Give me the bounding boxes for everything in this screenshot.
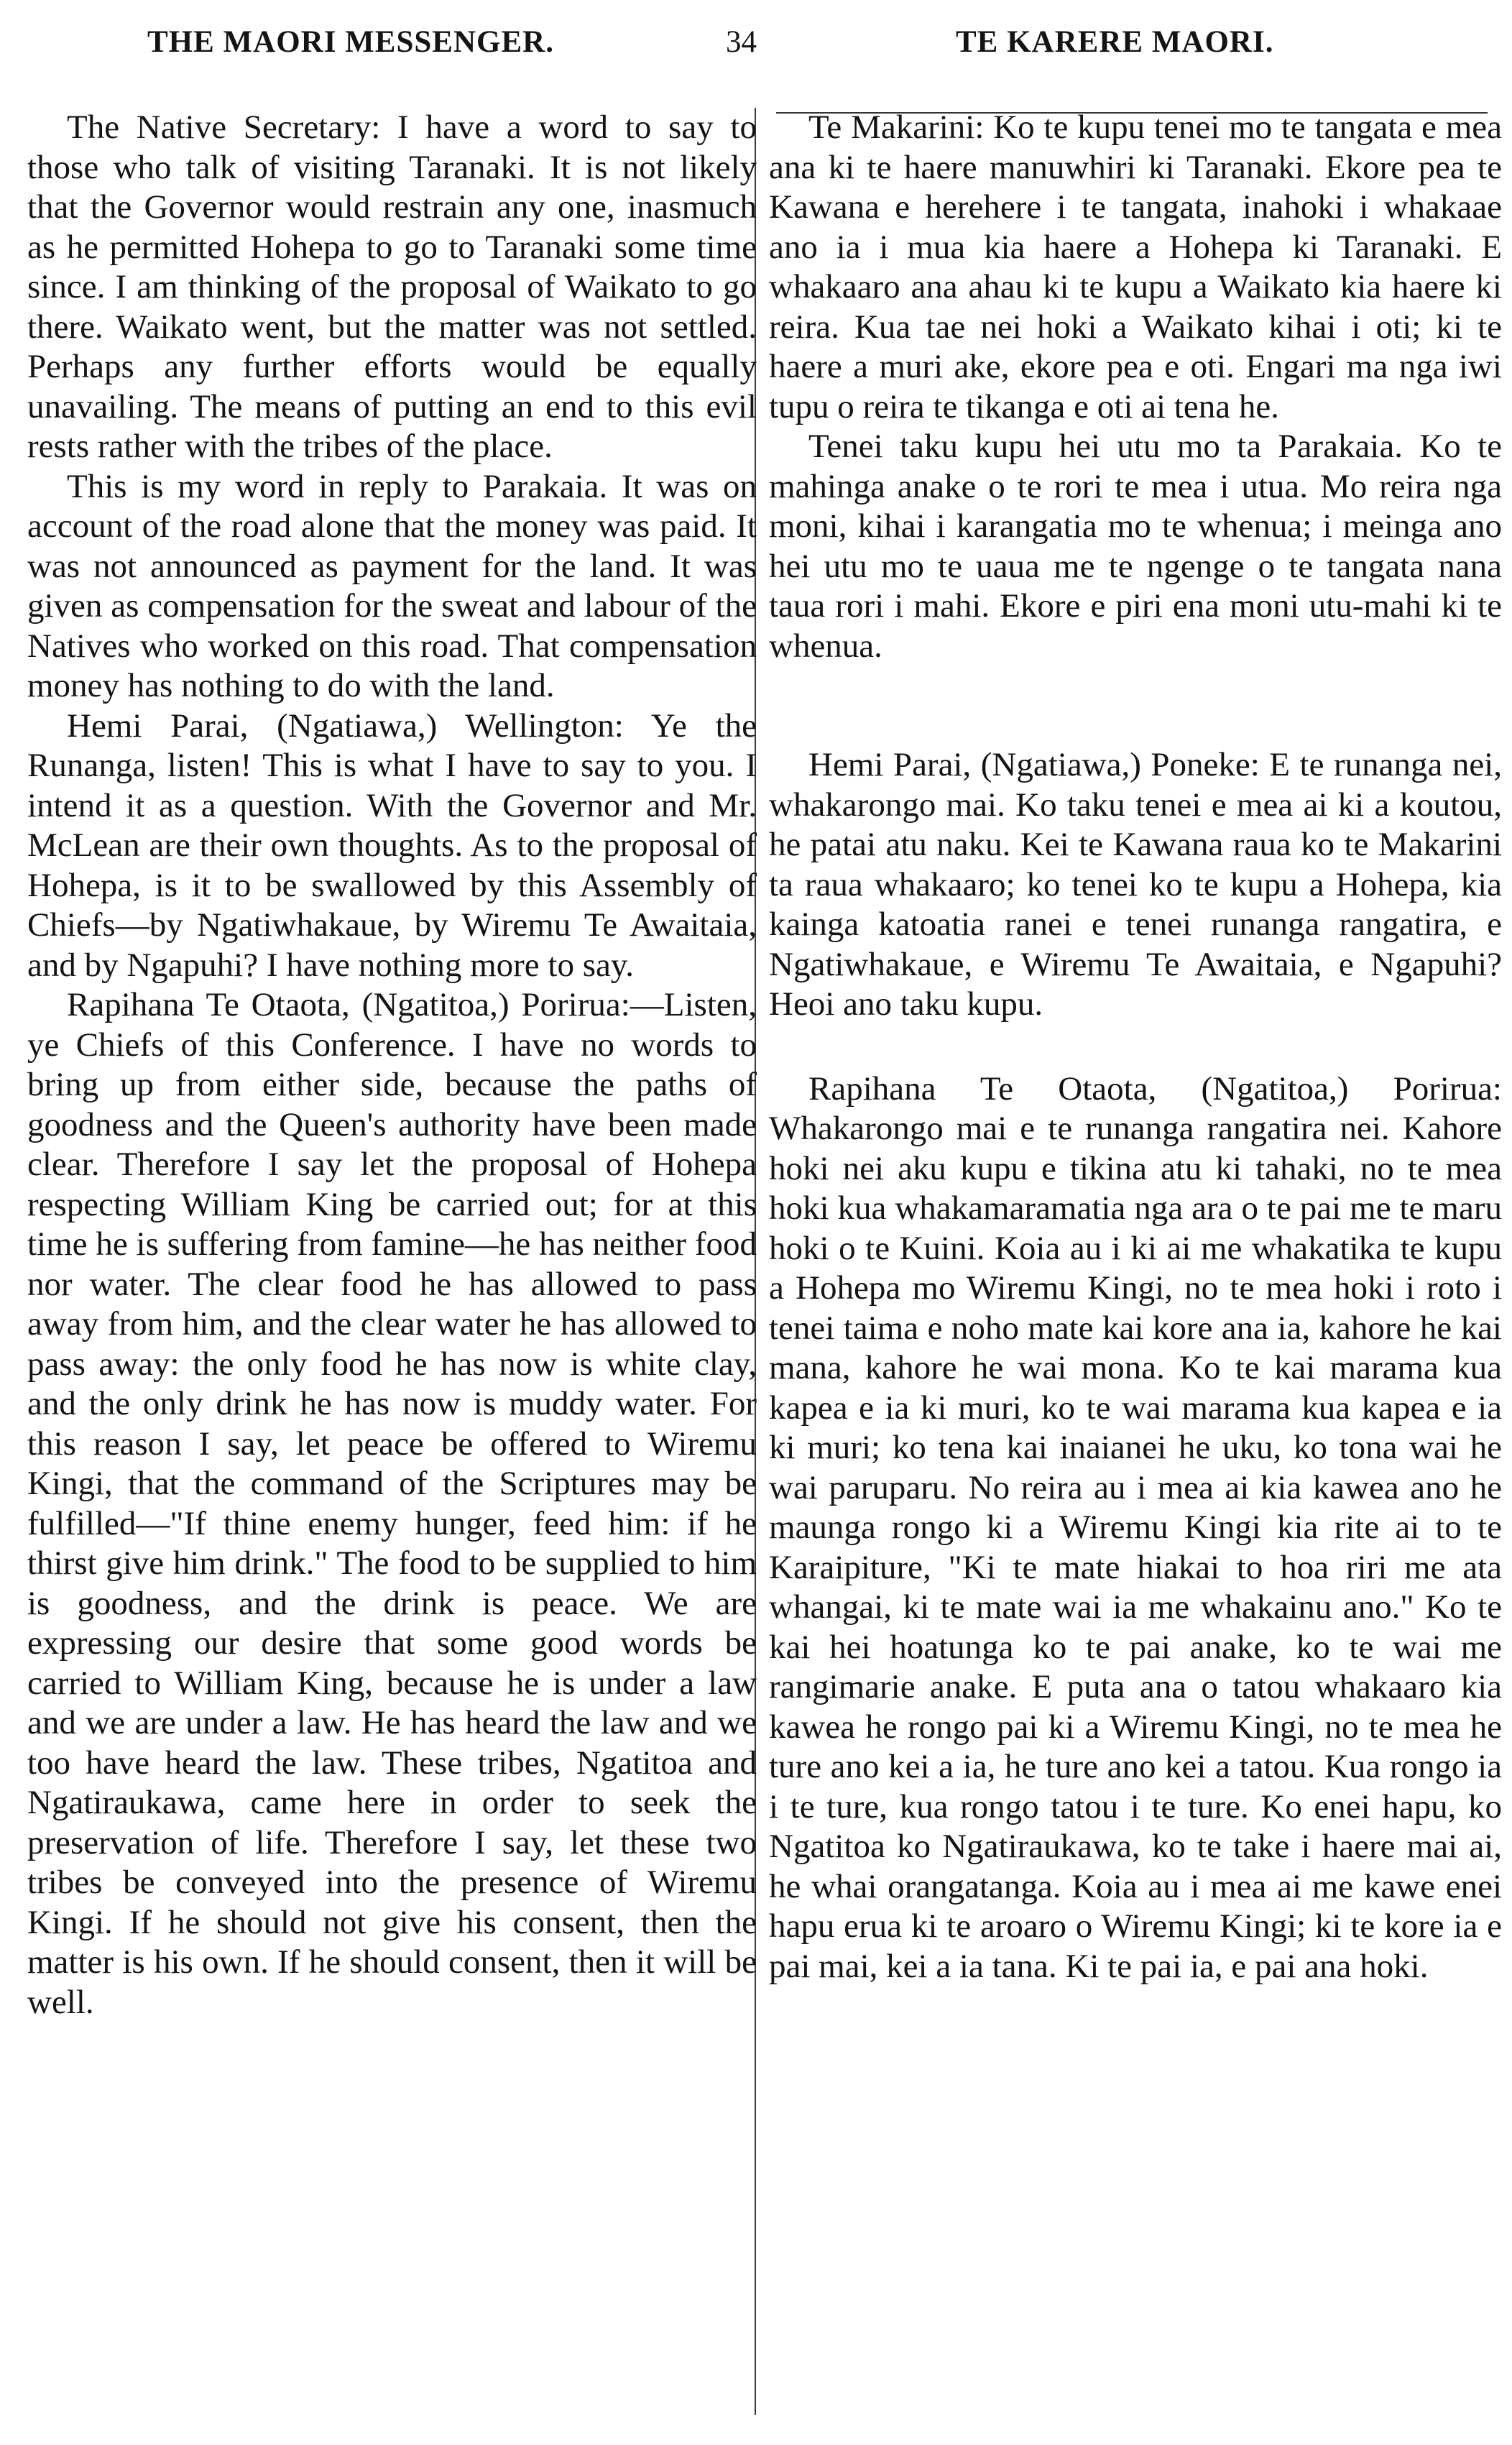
- paragraph-hemi-parai: Hemi Parai, (Ngatiawa,) Wellington: Ye the Runanga, listen! This is what I have to say to you. I intend it as a question. With the Governor and Mr. McLean are their own thoughts. As to the proposal of Hohepa, is it to be swallowed by this Assembly of Chiefs—by Ngatiwhakaue, by Wiremu Te Awaitaia, and by Ngapuhi? I have nothing more to say.: [27, 706, 757, 984]
- english-masthead: THE MAORI MESSENGER.: [147, 25, 554, 59]
- page-number: 34: [726, 25, 757, 59]
- paragraph-utu-parakaia: Tenei taku kupu hei utu mo ta Parakaia. Ko te mahinga anake o te rori te mea i utua. Mo reira nga moni, kihai i karangatia mo te whenua; i meinga ano hei utu mo te uaua me te ngenge o te tangata nana taua rori i mahi. Ekore e piri ena moni utu-mahi ki te whenua.: [769, 428, 1502, 665]
- paragraph-hemi-parai-maori: Hemi Parai, (Ngatiawa,) Poneke: E te runanga nei, whakarongo mai. Ko taku tenei e mea ai ki a koutou, he patai atu naku. Kei te Kawana raua ko te Makarini ta raua whakaaro; ko tenei ko te kupu a Hohepa, kia kainga katoatia ranei e tenei runanga rangatira, e Ngatiwhakaue, e Wiremu Te Awaitaia, e Ngapuhi? Heoi ano taku kupu.: [769, 746, 1502, 1023]
- paragraph-reply-parakaia: This is my word in reply to Parakaia. It was on account of the road alone that the money was paid. It was not announced as payment for the land. It was given as compensation for the sweat and labour of the Natives who worked on this road. That compensation money has nothing to do with the land.: [27, 467, 757, 704]
- page-header: [0, 24, 1512, 76]
- paragraph-te-makarini: Te Makarini: Ko te kupu tenei mo te tangata e mea ana ki te haere manuwhiri ki Taranaki. Ekore pea te Kawana e herehere i te tangata, inahoki i whakaae ano ia i mua kia haere a Hohepa ki Taranaki. E whakaaro ana ahau ki te kupu a Waikato kia haere ki reira. Kua tae nei hoki a Waikato kihai i oti; ki te haere a muri ake, ekore pea e oti. Engari ma nga iwi tupu o reira te tikanga e oti ai tena he.: [769, 109, 1502, 425]
- paragraph-native-secretary: The Native Secretary: I have a word to say to those who talk of visiting Taranaki. It is not likely that the Governor would restrain any one, inasmuch as he permitted Hohepa to go to Taranaki some time since. I am thinking of the proposal of Waikato to go there. Waikato went, but the matter was not settled. Perhaps any further efforts would be equally unavailing. The means of putting an end to this evil rests rather with the tribes of the place.: [27, 109, 757, 465]
- paragraph-rapihana-maori: Rapihana Te Otaota, (Ngatitoa,) Porirua: Whakarongo mai e te runanga rangatira nei. Kahore hoki nei aku kupu e tikina atu ki tahaki, no te mea hoki kua whakamaramatia nga ara o te pai me te maru hoki o te Kuini. Koia au i ki ai me whakatika te kupu a Hohepa mo Wiremu Kingi, no te mea hoki i roto i tenei taima e noho mate kai kore ana ia, kahore he kai mana, kahore he wai mona. Ko te kai marama kua kapea e ia ki muri, ko te wai marama kua kapea e ia ki muri; ko tena kai inaianei he uku, ko tona wai he wai paruparu. No reira au i mea ai kia kawea ano he maunga rongo ki a Wiremu Kingi kia rite ai to te Karaipiture, "Ki te mate hiakai to hoa riri me ata whangai, ki te mate wai ia me whakainu ano." Ko te kai hei hoatunga ko te pai anake, ko te wai me rangimarie anake. E puta ana o tatou whakaaro kia kawea he rongo pai ki a Wiremu Kingi, no te mea he ture ano kei a ia, he ture ano kei a tatou. Kua rongo ia i te ture, kua rongo tatou i te ture. Ko enei hapu, ko Ngatitoa ko Ngatiraukawa, ko te take i haere mai ai, he whai orangatanga. Koia au i mea ai me kawe enei hapu erua ki te aroaro o Wiremu Kingi; ki te kore ia e pai mai, kei a ia tana. Ki te pai ia, e pai ana hoki.: [769, 1069, 1502, 1985]
- english-column: [27, 108, 757, 2022]
- maori-column: [769, 108, 1502, 1986]
- paragraph-rapihana: Rapihana Te Otaota, (Ngatitoa,) Porirua:—Listen, ye Chiefs of this Conference. I have no words to bring up from either side, because the paths of goodness and the Queen's authority have been made clear. Therefore I say let the proposal of Hohepa respecting William King be carried out; for at this time he is suffering from famine—he has neither food nor water. The clear food he has allowed to pass away from him, and the clear water he has allowed to pass away: the only food he has now is white clay, and the only drink he has now is muddy water. For this reason I say, let peace be offered to Wiremu Kingi, that the command of the Scriptures may be fulfilled—"If thine enemy hunger, feed him: if he thirst give him drink." The food to be supplied to him is goodness, and the drink is peace. We are expressing our desire that some good words be carried to William King, because he is under a law and we are under a law. He has heard the law and we too have heard the law. These tribes, Ngatitoa and Ngatiraukawa, came here in order to seek the preservation of life. Therefore I say, let these two tribes be conveyed into the presence of Wiremu Kingi. If he should not give his consent, then the matter is his own. If he should consent, then it will be well.: [27, 986, 757, 2021]
- maori-masthead: TE KARERE MAORI.: [956, 25, 1274, 59]
